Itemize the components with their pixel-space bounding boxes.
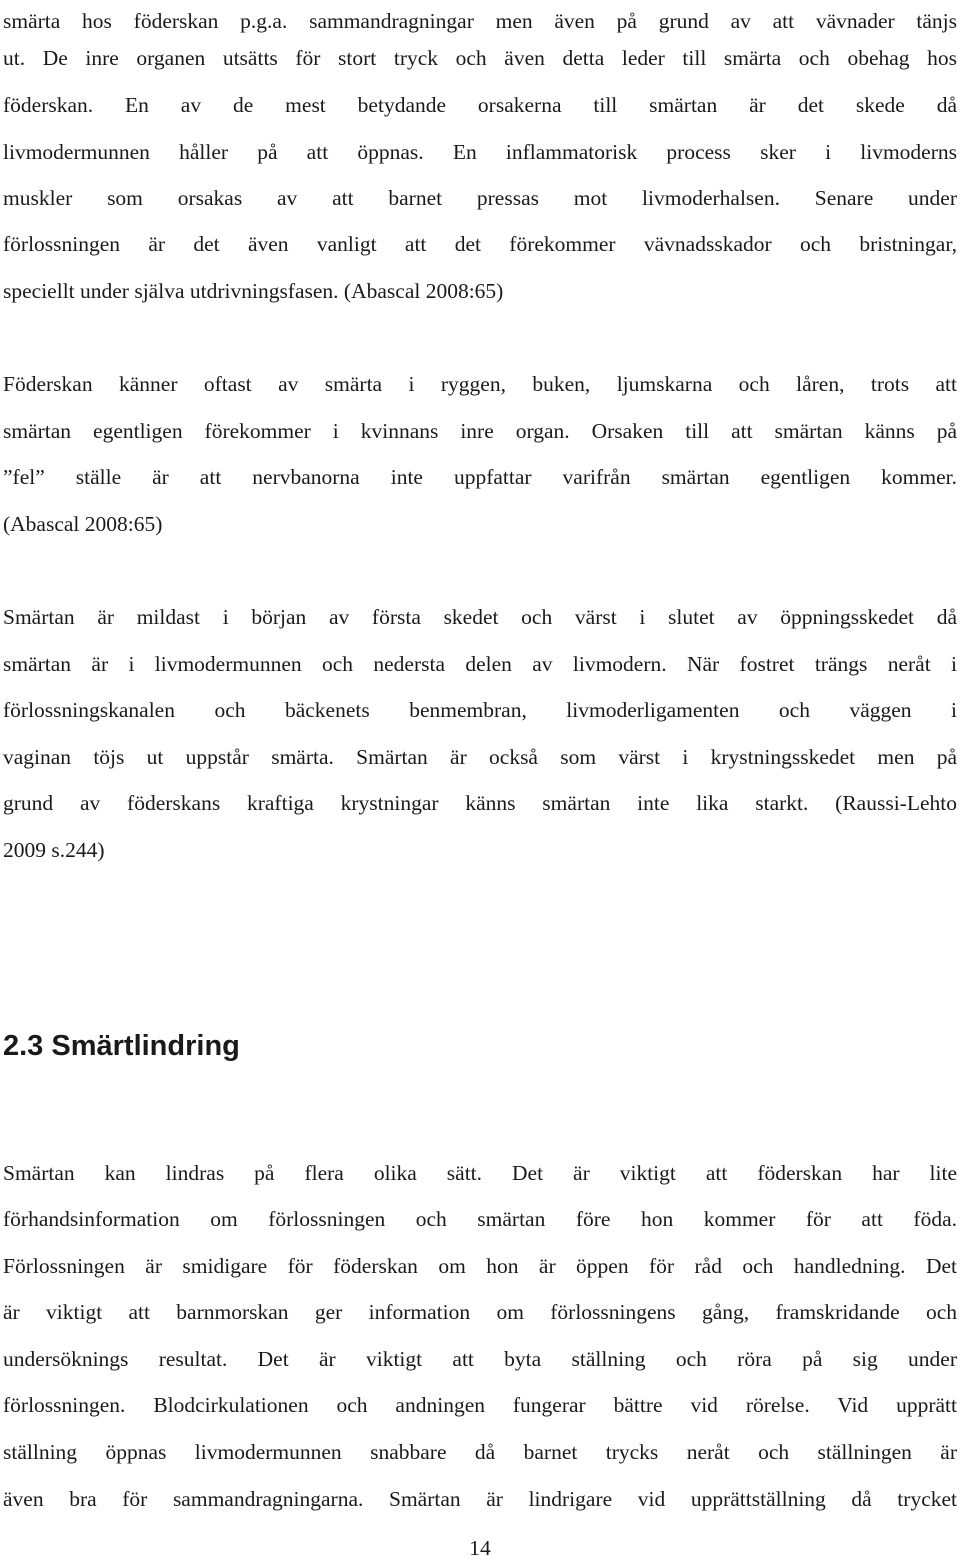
text-line: föderskan. En av de mest betydande orsakerna till smärtan är det skede då xyxy=(3,93,957,117)
text-line: förlossningskanalen och bäckenets benmembran, livmoderligamenten och väggen i xyxy=(3,698,957,722)
text-line: även bra för sammandragningarna. Smärtan är lindrigare vid upprättställning då trycket xyxy=(3,1487,957,1511)
text-line: Smärtan kan lindras på flera olika sätt. Det är viktigt att föderskan har lite xyxy=(3,1161,957,1185)
text-line: ”fel” ställe är att nervbanorna inte uppfattar varifrån smärtan egentligen kommer. xyxy=(3,465,957,489)
text-line: förhandsinformation om förlossningen och smärtan före hon kommer för att föda. xyxy=(3,1207,957,1231)
text-line: ställning öppnas livmodermunnen snabbare då barnet trycks neråt och ställningen är xyxy=(3,1440,957,1464)
text-line: (Abascal 2008:65) xyxy=(3,512,163,536)
text-line: förlossningen. Blodcirkulationen och andningen fungerar bättre vid rörelse. Vid upprätt xyxy=(3,1393,957,1417)
text-line: smärtan egentligen förekommer i kvinnans inre organ. Orsaken till att smärtan känns på xyxy=(3,419,957,443)
text-line: vaginan töjs ut uppstår smärta. Smärtan är också som värst i krystningsskedet men på xyxy=(3,745,957,769)
text-line: speciellt under själva utdrivningsfasen. (Abascal 2008:65) xyxy=(3,279,504,303)
text-line: ut. De inre organen utsätts för stort tryck och även detta leder till smärta och obehag hos xyxy=(3,46,957,70)
text-line: smärta hos föderskan p.g.a. sammandragningar men även på grund av att vävnader tänjs xyxy=(3,9,957,33)
text-line: 2009 s.244) xyxy=(3,838,105,862)
text-line: Smärtan är mildast i början av första skedet och värst i slutet av öppningsskedet då xyxy=(3,605,957,629)
section-heading: 2.3 Smärtlindring xyxy=(3,1030,240,1062)
text-line: undersöknings resultat. Det är viktigt att byta ställning och röra på sig under xyxy=(3,1347,957,1371)
text-line: livmodermunnen håller på att öppnas. En inflammatorisk process sker i livmoderns xyxy=(3,140,957,164)
text-line: smärtan är i livmodermunnen och nedersta delen av livmodern. När fostret trängs neråt i xyxy=(3,652,957,676)
text-line: Förlossningen är smidigare för föderskan om hon är öppen för råd och handledning. Det xyxy=(3,1254,957,1278)
text-line: Föderskan känner oftast av smärta i ryggen, buken, ljumskarna och låren, trots att xyxy=(3,372,957,396)
text-line: förlossningen är det även vanligt att det förekommer vävnadsskador och bristningar, xyxy=(3,232,957,256)
text-line: grund av föderskans kraftiga krystningar känns smärtan inte lika starkt. (Raussi-Lehto xyxy=(3,791,957,815)
text-line: muskler som orsakas av att barnet pressas mot livmoderhalsen. Senare under xyxy=(3,186,957,210)
text-line: är viktigt att barnmorskan ger information om förlossningens gång, framskridande och xyxy=(3,1300,957,1324)
page-number: 14 xyxy=(469,1536,491,1560)
